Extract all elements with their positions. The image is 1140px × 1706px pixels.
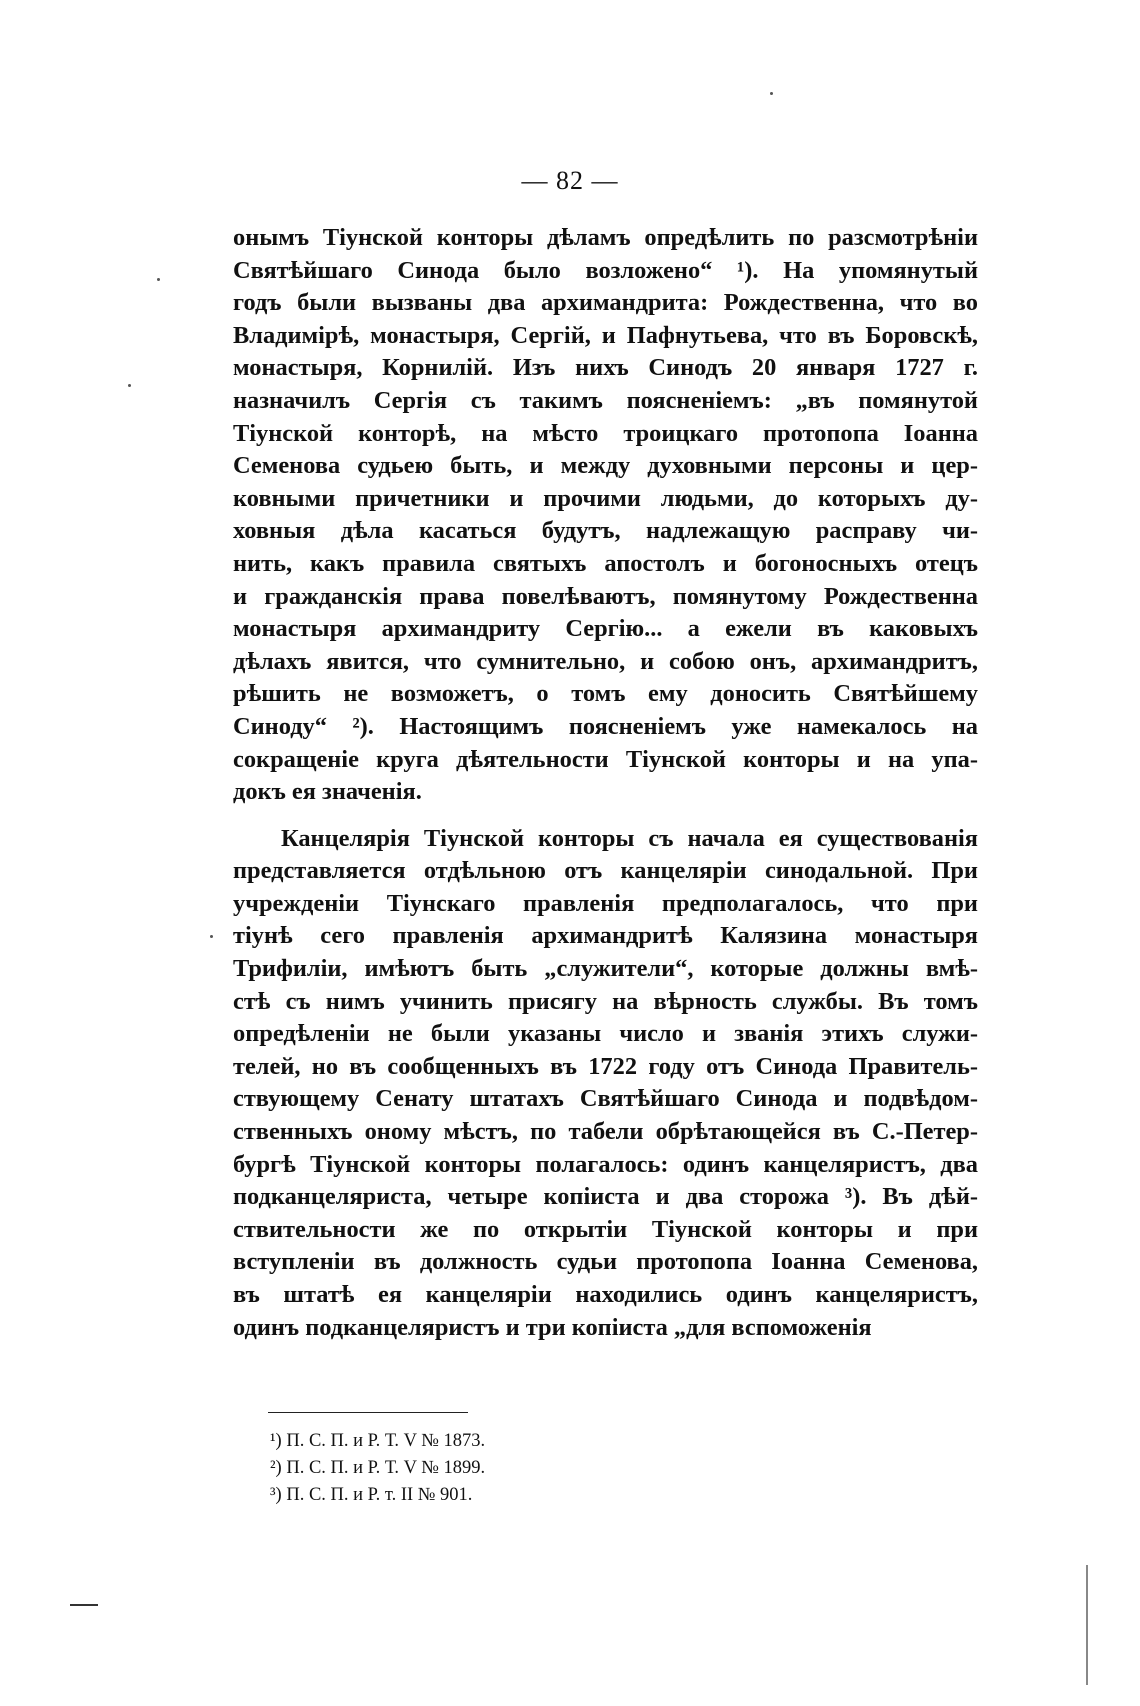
page-number: — 82 — — [521, 166, 619, 195]
text-line: Трифиліи, имѣютъ быть „служители“, которые должны вмѣ- — [233, 955, 978, 983]
text-line: докъ ея значенія. — [233, 778, 422, 806]
text-line: тіунѣ сего правленія архимандритѣ Калязина монастыря — [233, 922, 978, 950]
footnote: ²) П. С. П. и Р. Т. V № 1899. — [270, 1458, 486, 1478]
text-line: онымъ Тіунской конторы дѣламъ опредѣлить по разсмотрѣніи — [233, 224, 978, 251]
text-line: ственныхъ оному мѣстъ, по табели обрѣтающейся въ С.-Петер- — [233, 1118, 978, 1146]
text-line: сокращеніе круга дѣятельности Тіунской конторы и на упа- — [233, 745, 978, 773]
text-line: Владимірѣ, монастыря, Сергій, и Пафнутьева, что въ Боровскѣ, — [233, 321, 978, 349]
scan-edge-mark — [1086, 1565, 1088, 1685]
footnote-separator — [268, 1412, 468, 1413]
text-line: монастыря, Корнилій. Изъ нихъ Синодъ 20 января 1727 г. — [233, 354, 978, 382]
text-line: опредѣленіи не были указаны число и званія этихъ служи- — [233, 1020, 978, 1048]
footnote: ¹) П. С. П. и Р. Т. V № 1873. — [270, 1431, 486, 1451]
text-line: назначилъ Сергія съ такимъ поясненіемъ: „въ помянутой — [233, 386, 978, 414]
text-line: стѣ съ нимъ учинить присягу на вѣрность службы. Въ томъ — [233, 987, 978, 1015]
text-line: ствующему Сенату штатахъ Святѣйшаго Синода и подвѣдом- — [233, 1085, 978, 1113]
scan-speck — [770, 92, 773, 95]
text-line: ховныя дѣла касаться будутъ, надлежащую расправу чи- — [233, 517, 978, 545]
text-line: рѣшить не возможетъ, о томъ ему доносить Святѣйшему — [233, 680, 978, 708]
text-line: и гражданскія права повелѣваютъ, помянутому Рождественна — [233, 582, 978, 610]
paragraph-1 — [233, 222, 978, 809]
text-line: въ штатѣ ея канцеляріи находились одинъ канцеляристъ, — [233, 1281, 978, 1308]
footnotes — [270, 1428, 485, 1509]
paragraph-2 — [233, 823, 978, 1345]
text-line: вступленіи въ должность судьи протопопа Іоанна Семенова, — [233, 1248, 978, 1276]
scan-speck — [128, 384, 131, 387]
text-line: Канцелярія Тіунской конторы съ начала ея существованія — [281, 824, 978, 852]
text-line: ковными причетники и прочими людьми, до которыхъ ду- — [233, 484, 978, 512]
text-line: подканцеляриста, четыре копіиста и два сторожа ³). Въ дѣй- — [233, 1183, 978, 1211]
scan-speck — [157, 278, 160, 281]
text-line: ствительности же по открытіи Тіунской конторы и при — [233, 1215, 978, 1243]
text-line: Святѣйшаго Синода было возложено“ ¹). На упомянутый — [233, 256, 978, 284]
margin-mark — [70, 1604, 98, 1606]
text-line: нить, какъ правила святыхъ апостолъ и богоносныхъ отецъ — [233, 549, 978, 577]
text-line: годъ были вызваны два архимандрита: Рождественна, что во — [233, 289, 978, 317]
footnote: ³) П. С. П. и Р. т. II № 901. — [270, 1485, 473, 1505]
text-line: Тіунской конторѣ, на мѣсто троицкаго протопопа Іоанна — [233, 419, 978, 447]
text-line: Семенова судьею быть, и между духовными персоны и цер- — [233, 452, 978, 480]
body-text — [233, 222, 978, 1344]
text-line: одинъ подканцеляристъ и три копіиста „для вспоможенія — [233, 1313, 872, 1341]
text-line: монастыря архимандриту Сергію... а ежели въ каковыхъ — [233, 615, 978, 643]
text-line: дѣлахъ явится, что сумнительно, и собою онъ, архимандритъ, — [233, 647, 978, 675]
text-line: учрежденіи Тіунскаго правленія предполагалось, что при — [233, 889, 978, 917]
text-line: представляется отдѣльною отъ канцеляріи синодальной. При — [233, 857, 978, 885]
scan-speck — [210, 935, 213, 938]
text-line: телей, но въ сообщенныхъ въ 1722 году отъ Синода Правитель- — [233, 1052, 978, 1080]
text-line: бургѣ Тіунской конторы полагалось: одинъ канцеляристъ, два — [233, 1150, 978, 1178]
text-line: Синоду“ ²). Настоящимъ поясненіемъ уже намекалось на — [233, 712, 978, 740]
